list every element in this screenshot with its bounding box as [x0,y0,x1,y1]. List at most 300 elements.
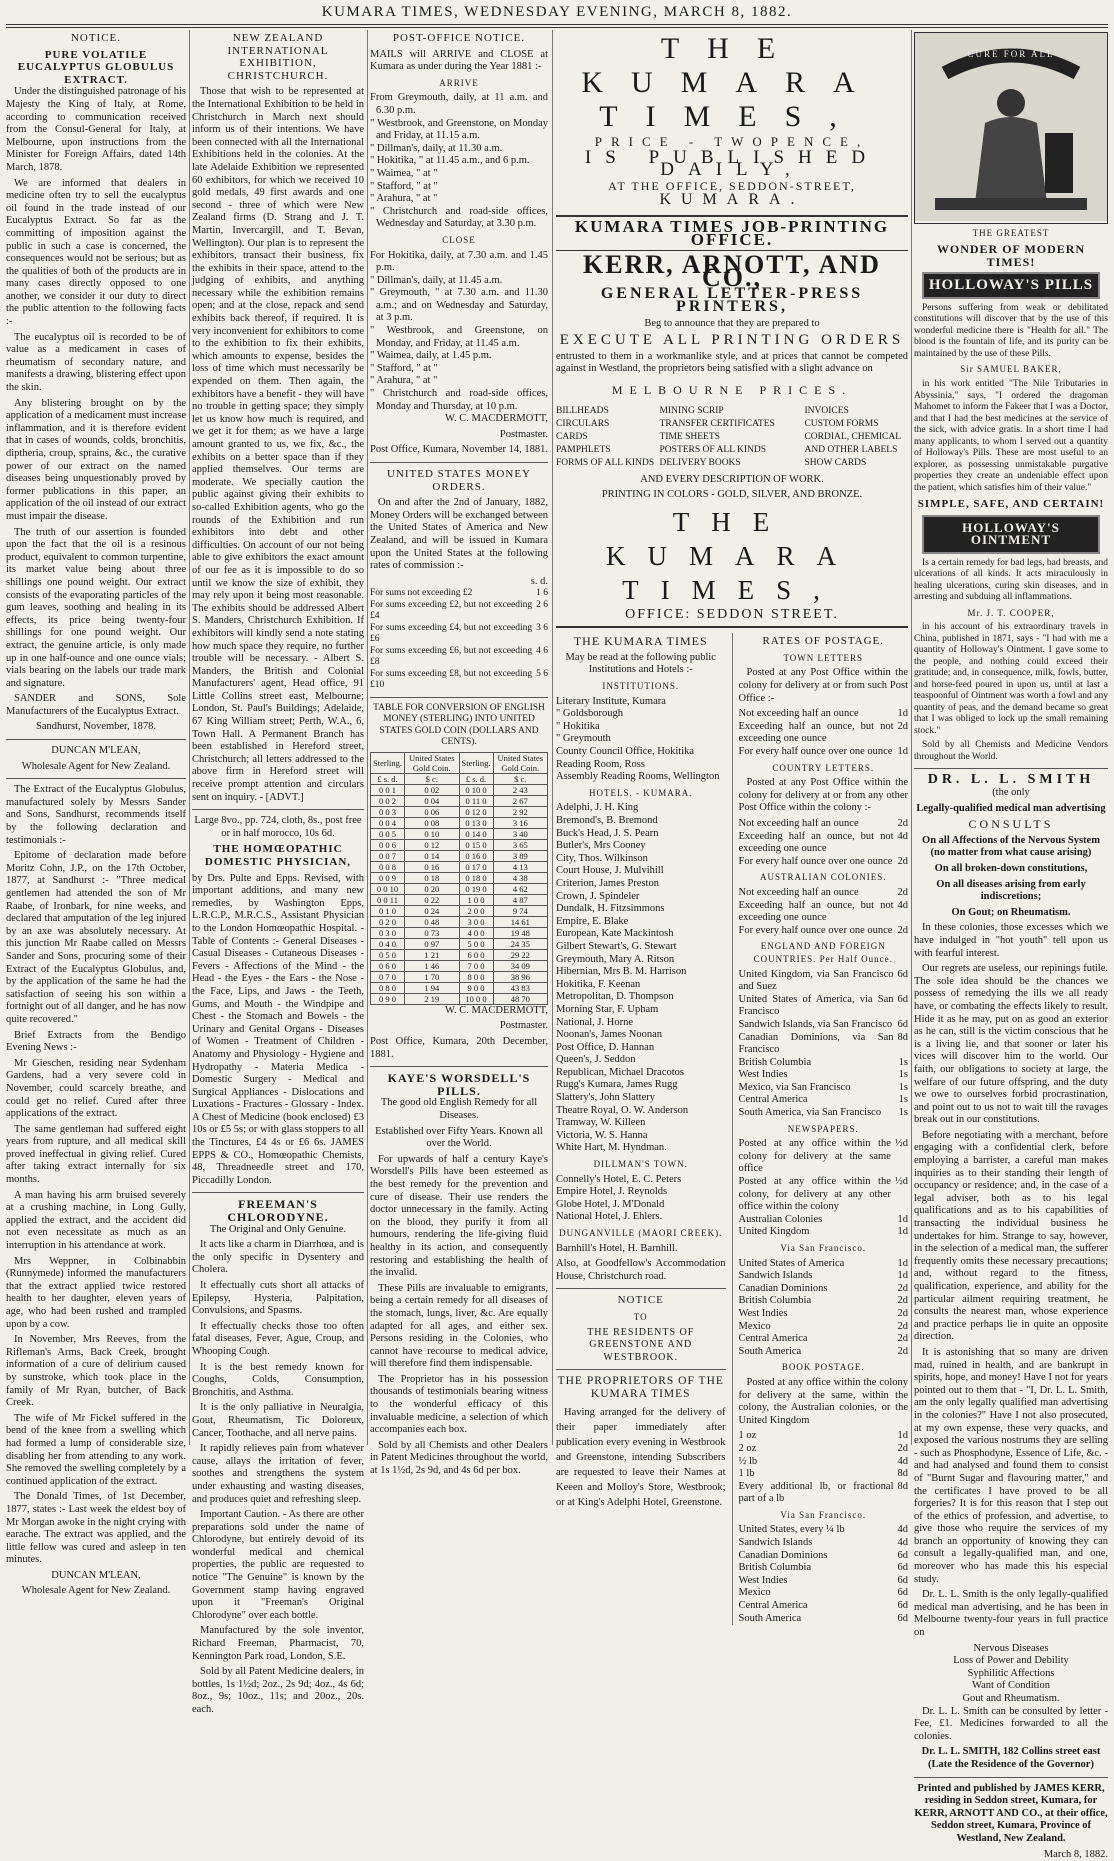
column-5 [914,30,1108,1860]
hotel-item: Theatre Royal, O. W. Anderson [556,1104,689,1116]
rate-value: 2d [897,886,908,898]
institution-item: Assembly Reading Rooms, Wellington [556,771,720,783]
postage-rate-row [739,1107,909,1120]
rate-value: 1 6 [536,588,548,599]
table-cell: 2 43 [493,784,547,795]
rate-label: Canadian Dominions [738,1282,828,1294]
hotel-item: European, Kate Mackintosh [556,928,674,940]
hotel-item: National, J. Horne [556,1016,633,1028]
table-cell: 4 38 [493,872,547,883]
institution-item: Literary Institute, Kumara [556,695,666,707]
rate-value: 5 6 [536,668,548,679]
town-letters-heading: TOWN LETTERS [783,652,864,663]
table-cell: 4 13 [493,861,547,872]
table-row [371,784,548,795]
rate-label: 1 oz [738,1430,757,1442]
institutions-column [556,633,726,1625]
table-cell: 0 16 0 [459,850,493,861]
rate-value: 4d [897,899,908,911]
agent-name: DUNCAN M'LEAN, [51,745,141,757]
table-cell: 0 16 [405,861,459,872]
table-cell: 9 74 [493,905,547,916]
postage-rate-row [739,925,909,938]
rate-value: 4d [897,830,908,842]
smith-paragraphs [914,922,1108,1639]
table-row [371,949,548,960]
rate-value: 2d [897,1333,908,1345]
service-item: CUSTOM FORMS [804,418,879,429]
smith-qualification: Legally-qualified medical man advertising [916,802,1106,814]
services-grid [556,405,908,470]
postage-rate-row [739,1057,909,1070]
dillman-list [556,1174,726,1224]
column-divider [189,30,190,1445]
rate-label: West Indies [738,1574,788,1586]
rate-value: 2d [897,855,908,867]
eucalyptus-paragraph: We are informed that dealers in medicine often try to sell the eucalyptus oil found in the trade instead of our Eucalyptus Extract. So far as the committing of imposition against the public in such a case is concerned, the consequences would not be serious; but as the qualities of both of the products are in many cases directly opposed to one another, we consider it our duty to direct the public attention to the following facts :- [6,177,186,328]
rate-value: 1d [897,1226,908,1238]
rate-label: Every additional lb, or fractional part of a lb [738,1480,894,1505]
table-cell: 0 4 0 [371,938,405,949]
table-signature-title: Postmaster. [499,1020,548,1032]
rate-label: ½ lb [738,1455,758,1467]
hotel-item: Court House, J. Mulvihill [556,865,664,877]
post-office-date: Post Office, Kumara, November 14, 1881. [370,444,548,456]
testimonial-paragraph: The same gentleman had suffered eight years from rupture, and all medical skill proved ineffectual in giving relief. Cured after taking extract internally for six months. [6,1123,186,1186]
table-cell: 34 09 [493,960,547,971]
testimonial-paragraph: The Donald Times, of 1st December, 1877, states :- Last week the eldest boy of Mr Morgan awoke in the night crying with earache. The extract was applied, and the little fellow was cured and asleep in ten minutes. [6,1491,186,1566]
close-line: " Stafford, " at " [370,362,438,374]
country-letters-heading: COUNTRY LETTERS. [772,762,875,773]
dillman-hotel-item: Empire Hotel, J. Reynolds [556,1186,668,1198]
table-row [371,982,548,993]
foreign-rates [739,969,909,1120]
eucalyptus-title: PURE VOLATILE EUCALYPTUS GLOBULUS EXTRACT. [17,48,175,86]
table-cell: 0 02 [405,784,459,795]
baker-heading: Sir SAMUEL BAKER, [960,364,1062,375]
kumara-times-reading-heading: THE KUMARA TIMES [573,634,708,649]
table-row [371,883,548,894]
table-cell: 4 62 [493,883,547,894]
hotel-item: Butler's, Mrs Cooney [556,840,646,852]
greatest: THE GREATEST [972,227,1050,238]
published-daily: IS PUBLISHED DAILY, [584,146,880,181]
money-rate-row [370,669,548,692]
table-row [371,795,548,806]
table-cell: 1 46 [405,960,459,971]
dunganville-hotel: Barnhill's Hotel, H. Barnhill. [556,1242,678,1254]
money-rates-header: s. d. [530,575,548,587]
table-cell: 0 0 8 [371,861,405,872]
via-sf-heading: Via San Francisco. [780,1243,867,1253]
rate-label: British Columbia [738,1056,812,1068]
institution-item: County Council Office, Hokitika [556,746,695,758]
dillman-hotel-item: Connelly's Hotel, E. C. Peters [556,1173,682,1185]
broken-down: On all broken-down constitutions, [934,863,1088,874]
homoeo-title: THE HOMŒOPATHIC DOMESTIC PHYSICIAN, [204,843,352,868]
hotels-heading: HOTELS. - KUMARA. [589,787,693,798]
rate-label: Central America [738,1600,808,1612]
eucalyptus-paragraphs [6,86,186,718]
postage-rate-row [739,1613,909,1626]
postage-rate-row [739,1019,909,1032]
dillman-heading: DILLMAN'S TOWN. [593,1159,688,1170]
close-line: For Hokitika, daily, at 7.30 a.m. and 1.45 p.m. [370,249,548,274]
chlorodyne-paragraph: It effectually cuts short all attacks of Epilepsy, Hysteria, Palpitation, Convulsions, and Spasms. [192,1280,364,1317]
newspapers-heading: NEWSPAPERS. [787,1123,859,1134]
rate-value: 1d [897,1270,908,1282]
postage-rate-row [739,1176,909,1214]
table-cell: 0 0 11 [371,894,405,905]
ointment-text: Is a certain remedy for bad legs, bad breasts, and ulcerations of all kinds. It acts miraculously in healing ulcerations, curing skin diseases, and in arresting and subduing all inflammations. [914,557,1108,603]
eucalyptus-paragraph: SANDER and SONS, Sole Manufacturers of the Eucalyptus Extract. [6,693,186,717]
arrive-list [370,92,548,231]
institution-item: Reading Room, Ross [556,758,645,770]
town: KUMARA. [659,191,805,209]
agent-name-2: DUNCAN M'LEAN, [51,1569,141,1581]
close-line: " Westbrook, and Greenstone, on Monday, and Friday, at 11.45 a.m. [370,325,548,349]
chlorodyne-paragraph: It effectually checks those too often fatal diseases, Fever, Ague, Croup, and Whooping Cough. [192,1320,364,1357]
rate-value: 3 6 [536,622,548,633]
table-cell: 4 0 0 [459,927,493,938]
table-cell: 0 1 0 [371,905,405,916]
table-cell: 0 8 0 [371,982,405,993]
table-cell: 0 6 0 [371,960,405,971]
table-cell: 0 10 [405,828,459,839]
postage-rate-row [739,1537,909,1550]
hygeia-figure-icon [915,33,1107,221]
table-cell: 0 14 0 [459,828,493,839]
rate-value: 8d [897,1468,908,1480]
rate-label: Canadian Dominions, via San Francisco [738,1031,894,1056]
rate-label: For sums exceeding £2, but not exceeding £4 [370,599,533,622]
table-cell: $ c. [493,773,547,784]
postage-rate-row [739,1283,909,1296]
rate-value: 2d [897,1295,908,1307]
arrive-line: " Christchurch and road-side offices, Wednesday and Saturday, at 3.30 p.m. [370,205,548,230]
rate-label: For every half ounce over one ounce [738,855,893,867]
service-item: FORMS OF ALL KINDS [556,457,655,468]
hotel-item: Slattery's, John Slattery [556,1092,656,1104]
money-rate-row [370,623,548,646]
postage-rate-row [739,1138,909,1176]
notice-heading: NOTICE. [70,32,122,44]
eucalyptus-paragraph: Under the distinguished patronage of his Majesty the King of Italy, at Rome, according to communication received from the Consul-General for Italy, at Melbourne, upon instructions from the Minister for Foreign Affairs, dated 14th March, 1878. [6,86,186,173]
institution-item: " Hokitika [556,720,600,732]
rate-label: South America [738,1612,802,1624]
postage-rate-row [739,831,909,856]
table-header: United States Gold Coin. [493,752,547,773]
table-cell: 29 22 [493,949,547,960]
table-row [371,839,548,850]
institutions-list [556,696,726,784]
town-letters-text: Posted at any Post Office within the colony for delivery at or from such Post Office :- [738,667,908,704]
testimonial-paragraph: The wife of Mr Fickel suffered in the bend of the knee from a swelling which had formed a lump of considerable size, disabling her from attending to any work. She removed the swelling completely by a continued application of the extract. [6,1412,186,1487]
postage-rate-row [739,1456,909,1469]
table-cell: 0 0 7 [371,850,405,861]
rate-label: Exceeding half an ounce, but not exceeding one ounce [738,720,894,745]
table-row [371,916,548,927]
rate-value: 6d [897,1587,908,1599]
column-3 [370,30,548,1477]
agent-title: Wholesale Agent for New Zealand. [21,760,171,772]
postage-rate-row [739,1481,909,1506]
testimonial-paragraph: Mr Gieschen, residing near Sydenham Gardens, had a very severe cold in November, could scarcely breathe, and could get no relief. Cured after three applications of the extract. [6,1057,186,1120]
rate-label: For sums exceeding £4, but not exceeding £6 [370,622,533,645]
postage-rate-row [739,1524,909,1537]
testimonial-paragraph: Mrs Weppner, in Colbinabbin (Runnymede) informed the manufacturers that the extract applied twice restored health to her daughter, eleven years of age, who had been rushed and trampled upon by a cow. [6,1255,186,1330]
table-cell: 2 19 [405,993,459,1004]
chlorodyne-paragraph: Manufactured by the sole inventor, Richard Freeman, Pharmacist, 70, Kennington Park road, London, S.E. [192,1625,364,1662]
smith-list-item: Syphilitic Affections [967,1667,1055,1679]
rate-label: United Kingdom [738,1226,810,1238]
postage-rate-row [739,1214,909,1227]
homoeo-text: by Drs. Pulte and Epps. Revised, with important additions, and many new remedies, by Washington Epps, L.R.C.P., M.R.C.S., Assistant Physician to the London Homœopathic Hospital. - Table of Contents :- General Diseases - Casual Diseases - Cutaneous Diseases - Fevers - Affections of the Mind - the Head - the Eyes - the Ears - the Nose - the Face, Lips, and Jaws - the Teeth, Gums, and Mouth - the Windpipe and Chest - the Stomach and Bowels - the Urinary and Genital Organs - Diseases of Women - Treatment of Children - Anatomy and Physiology - Hygiene and Hydropathy - Materia Medica - Domestic Surgery - Medical and Surgical Appliances - Dislocations and Luxations - Fractures - Glossary - Index. A Chest of Medicine (book enclosed) £3 10s or £5 5s; or with glass stoppers to all the Tinctures, £4 4s or £6 6s. JAMES EPPS & CO., Homœopathic Chemists, 48, Threadneedle street and 170, Piccadilly London. [192,872,364,1186]
table-row [371,927,548,938]
rate-label: Not exceeding half an ounce [738,886,859,898]
hotel-item: Hibernian, Mrs B. M. Harrison [556,966,687,978]
rate-value: 2 6 [536,599,548,610]
table-cell: 5 0 0 [459,938,493,949]
cooper-heading: Mr. J. T. COOPER, [967,607,1055,618]
book-postage-heading: BOOK POSTAGE. [781,1362,865,1373]
printing-colors: PRINTING IN COLORS - GOLD, SILVER, AND BRONZE. [601,489,863,501]
rate-value: 2d [897,1307,908,1319]
pills-text: Persons suffering from weak or debilitated constitutions will discover that by the use of this wonderful medicine there is "Health for all." The blood is the fountain of life, and its purity can be maintained by the use of these Pills. [914,302,1108,359]
service-item: CIRCULARS [556,418,610,429]
table-cell: 0 18 [405,872,459,883]
table-date: Post Office, Kumara, 20th December, 1881. [370,1036,548,1060]
issue-date: March 8, 1882. [1043,1848,1108,1860]
institution-item: " Goldsborough [556,708,623,720]
table-cell: 43 83 [493,982,547,993]
top-rule-2 [6,27,1108,28]
rate-label: For sums not exceeding £2 [370,588,473,599]
arrive-heading: ARRIVE [439,77,479,88]
book-rates [739,1430,909,1506]
table-cell: 0 12 0 [459,806,493,817]
rate-value: 4d [897,1537,908,1549]
rate-label: South America [738,1345,802,1357]
table-cell: 0 0 3 [371,806,405,817]
table-cell: 0 17 0 [459,861,493,872]
kaye-paragraph: These Pills are invaluable to emigrants, being a certain remedy for all diseases of the stomach, lungs, liver, &c. Are equally adapted for all ages, and either sex. Persons residing in the Colonies, who cannot have recourse to medical advice, will therefore find them indispensable. [370,1282,548,1370]
holloways-pills-banner: HOLLOWAY'S PILLS [922,272,1100,299]
smith-paragraph: In these colonies, those excesses which we have indulged in "hot youth" tell upon us with fearful interest. [914,922,1108,959]
town-rates [739,708,909,758]
table-row [371,850,548,861]
goodfellow: Also, at Goodfellow's Accommodation House, Christchurch road. [556,1258,726,1282]
arrive-line: " Westbrook, and Greenstone, on Monday and Friday, at 11.15 a.m. [370,117,548,142]
rate-value: 4 6 [536,645,548,656]
table-header: Sterling. [459,752,493,773]
postage-rate-row [739,1094,909,1107]
close-line: " Christchurch and road-side offices, Monday and Thursday, at 10 p.m. [370,388,548,412]
chlorodyne-paragraph: It is the best remedy known for Coughs, Colds, Consumption, Bronchitis, and Asthma. [192,1361,364,1398]
table-cell: 0 15 0 [459,839,493,850]
smith-paragraph: Our regrets are useless, our repinings futile. The sole idea should be the chances we possess of remedying the ills we all ready have, or combating the effects likely to result. Hide it as he may, put on as good an exterior as he can, still is the victim conscious that he is a living lie, and that sooner or later his vices will discover him to the world. Our faith, our obligations to society at large, the welfare of our future offspring, and the duty we owe to ourselves forbid procrastination, and point out to us not to wait till the ravages break out in our constitutions. [914,963,1108,1126]
rate-label: Sandwich Islands [738,1270,813,1282]
postage-rate-row [739,1600,909,1613]
rate-value: 2d [897,818,908,829]
rate-value: 6d [897,1562,908,1574]
table-cell: 48 70 [493,993,547,1004]
testimonial-paragraph: The Extract of the Eucalyptus Globulus, manufactured solely by Messrs Sander and Sons, Sandhurst, recommends itself by the following declaration and testimonials :- [6,784,186,846]
cure-for-all-illustration [914,32,1108,224]
rate-label: For sums exceeding £8, but not exceeding £10 [370,668,533,691]
close-list [370,250,548,414]
testimonial-paragraph: In November, Mrs Reeves, from the Rifleman's Arms, Back Creek, brought information of a cure of delirium caused by sunstroke, which took place in the family of Mr Ryan, butcher, of Back Creek. [6,1334,186,1409]
chlorodyne-paragraph: Important Caution. - As there are other preparations sold under the name of Chlorodyne, but entirely devoid of its wonderful medical and chemical properties, the public are requested to notice "The Genuine" is known by the Government stamp having engraved upon it "Freeman's Original Chlorodyne" over each bottle. [192,1509,364,1621]
hotels-list [556,802,726,1155]
service-item: INVOICES [804,405,849,416]
consult-fee: Dr. L. L. Smith can be consulted by letter - Fee, £1. Medicines forwarded to all the colonies. [914,1705,1108,1742]
table-cell: 0 19 0 [459,883,493,894]
notice-residents: THE RESIDENTS OF GREENSTONE AND WESTBROOK. [587,1326,695,1363]
post-office-heading: POST-OFFICE NOTICE. [392,32,526,44]
hotel-item: Victoria, W. S. Hanna [556,1129,648,1141]
entrusted-text: entrusted to them in a workmanlike style, and at prices that cannot be competed against in Westland, the proprietors being satisfied with a slight advance on [556,350,908,375]
hotel-item: Buck's Head, J. S. Pearn [556,827,659,839]
agent-title-2: Wholesale Agent for New Zealand. [21,1585,171,1597]
postage-rate-row [739,1443,909,1456]
rate-value: 1d [897,1257,908,1269]
hotel-item: Post Office, D. Hannan [556,1041,655,1053]
table-row [371,971,548,982]
postage-rate-row [739,1346,909,1359]
postage-rate-row [739,746,909,759]
service-item: TIME SHEETS [659,431,720,442]
postage-rate-row [739,900,909,925]
kaye-subtitle: The good old English Remedy for all Diseases. [380,1097,538,1121]
table-cell: 0 0 1 [371,784,405,795]
rate-value: 1s [898,1056,908,1068]
rate-label: 2 oz [738,1442,757,1454]
notice-heading-2: NOTICE [617,1294,664,1307]
top-rule [6,24,1108,25]
column-divider [367,30,368,1445]
chlorodyne-title: FREEMAN'S CHLORODYNE. [227,1197,329,1225]
rate-label: For sums exceeding £6, but not exceeding £8 [370,645,533,668]
execute-orders: EXECUTE ALL PRINTING ORDERS [559,332,905,349]
hotel-item: Republican, Michael Dracotos [556,1066,684,1078]
table-cell: 0 2 0 [371,916,405,927]
country-letters-text: Posted at any Post Office within the colony for delivery at or from any other Post Office within the colony :- [738,777,908,814]
close-heading: CLOSE [442,234,476,245]
rate-value: 1d [897,1430,908,1442]
table-cell: 0 7 0 [371,971,405,982]
table-cell: 0 13 0 [459,817,493,828]
table-cell: 9 0 0 [459,982,493,993]
postage-column [739,633,909,1625]
hotel-item: Criterion, James Preston [556,877,659,889]
table-cell: 6 0 0 [459,949,493,960]
smith-list [914,1643,1108,1706]
proprietors-heading: THE PROPRIETORS OF THE KUMARA TIMES [557,1375,724,1400]
rate-label: Mexico, via San Francisco [738,1081,851,1093]
rate-label: South America, via San Francisco [738,1107,882,1119]
table-cell: 0 3 0 [371,927,405,938]
rate-label: United States of America [738,1257,845,1269]
rate-label: Sandwich Islands, via San Francisco [738,1018,893,1030]
money-rate-row [370,588,548,600]
table-cell: 3 16 [493,817,547,828]
postage-rate-row [739,818,909,831]
arrive-line: From Greymouth, daily, at 11 a.m. and 6.30 p.m. [370,92,548,116]
table-cell: 0 12 [405,839,459,850]
postage-rate-row [739,1430,909,1443]
kaye-paragraphs [370,1154,548,1478]
table-row [371,806,548,817]
table-cell: 3 65 [493,839,547,850]
smith-paragraph: Before negotiating with a merchant, before engaging with a confidential clerk, before employing a barrister, a careful man makes inquiries as to their standing their length of occupancy or residence; and, in the case of a legal adviser, both as to his legal qualifications and as to his capabilities of transacting the individual business he undertakes for him. Strange to say, however, in the selection of a medical man, the sufferer frequently omits these necessary precautions; and, without regard to the fitness, qualification, experience, and ability for the particular ailment requiring treatment, he consults the nearest man, whose experience and practice perhaps lie in quite an opposite direction. [914,1129,1108,1343]
sold-by: Sold by all Chemists and Medicine Vendors throughout the World. [914,740,1108,762]
close-line: " Greymouth, " at 7.30 a.m. and 11.30 a.m.; and on Wednesday and Saturday, at 3 p.m. [370,287,548,324]
australian-rates [739,887,909,937]
rate-label: 1 lb [738,1468,755,1480]
table-cell: 0 97 [405,938,459,949]
table-cell: 0 08 [405,817,459,828]
sf2-rates [739,1524,909,1625]
testimonial-paragraphs [6,784,186,1567]
postmaster-title: Postmaster. [499,428,548,440]
table-cell: 2 0 0 [459,905,493,916]
table-cell: 10 0 0 [459,993,493,1004]
money-orders-text: On and after the 2nd of January, 1882, Money Orders will be exchanged between the United States of America and New Zealand, and will be issued in Kumara upon the United States at the following rates of commission :- [370,497,548,572]
table-header: United States Gold Coin. [405,752,459,773]
table-cell: 14 61 [493,916,547,927]
service-item: AND OTHER LABELS [804,444,898,455]
homoeo-price: Large 8vo., pp. 724, cloth, 8s., post free or in half morocco, 10s 6d. [194,815,362,839]
hotel-item: Morning Star, F. Upham [556,1003,659,1015]
table-cell: 0 14 [405,850,459,861]
hotel-item: White Hart, M. Hyndman. [556,1142,667,1154]
rate-value: 1d [897,708,908,720]
beg-to-announce: Beg to announce that they are prepared to [644,317,820,329]
postage-rate-row [739,1258,909,1271]
table-cell: 0 20 [405,883,459,894]
table-cell: 19 48 [493,927,547,938]
hotel-item: Crown, J. Spindeler [556,890,640,902]
holloways-ointment-banner: HOLLOWAY'S OINTMENT [922,515,1100,554]
cure-banner: CURE FOR ALL [967,49,1055,59]
notice-to: TO [633,1311,648,1322]
table-cell: 0 06 [405,806,459,817]
consults: CONSULTS [968,817,1054,832]
chlorodyne-paragraph: Sold by all Patent Medicine dealers, in bottles, 1s 1½d; 2oz., 2s 9d; 4oz., 4s 6d; 8oz., 9s; 10oz., 11s; and 20oz., 20s. each. [192,1666,364,1715]
service-item: DELIVERY BOOKS [659,457,741,468]
close-line: " Arahura, " at " [370,375,438,387]
table-cell: 0 9 0 [371,993,405,1004]
table-row [371,773,548,784]
postage-heading: RATES OF POSTAGE. [762,635,885,648]
eucalyptus-paragraph: The truth of our assertion is founded upon the fact that the oil is a resinous product, equivalent to common turpentine, its market value being about three shillings one pound weight. Our extract consists of the evaporating particles of the gum leaves, soothing and healing in its effects, its price being twenty-four shillings for one pound weight. Our extract, the genuine article, is only made up in one half-ounce and one ounce vials; vials bearing on the labels our trade mark and signature. [6,526,186,689]
diseases: On all diseases arising from early indiscretions; [936,878,1086,903]
post-office-intro: MAILS will ARRIVE and CLOSE at Kumara as under during the Year 1881 :- [370,48,548,73]
table-row [371,817,548,828]
service-item: CARDS [556,431,588,442]
table-cell: 0 0 4 [371,817,405,828]
every-description: AND EVERY DESCRIPTION OF WORK. [640,473,824,485]
testimonial-paragraph: A man having his arm bruised severely at a crushing machine, in Long Gully, applied the extract, and the accident did not even necessitate as much as an interruption in his attendance at work. [6,1189,186,1252]
on-all-affections: On all Affections of the Nervous System (no matter from what cause arising) [922,834,1100,859]
postage-rate-row [739,1270,909,1283]
table-cell: 1 0 0 [459,894,493,905]
book-postage-text: Posted at any office within the colony for delivery at the same, within the colony, the Australian colonies, or the United Kingdom [738,1376,908,1426]
rate-value: ½d [894,1138,908,1150]
arrive-line: " Dillman's, daily, at 11.30 a.m. [370,142,503,154]
via-sf-heading-2: Via San Francisco. [780,1509,867,1520]
